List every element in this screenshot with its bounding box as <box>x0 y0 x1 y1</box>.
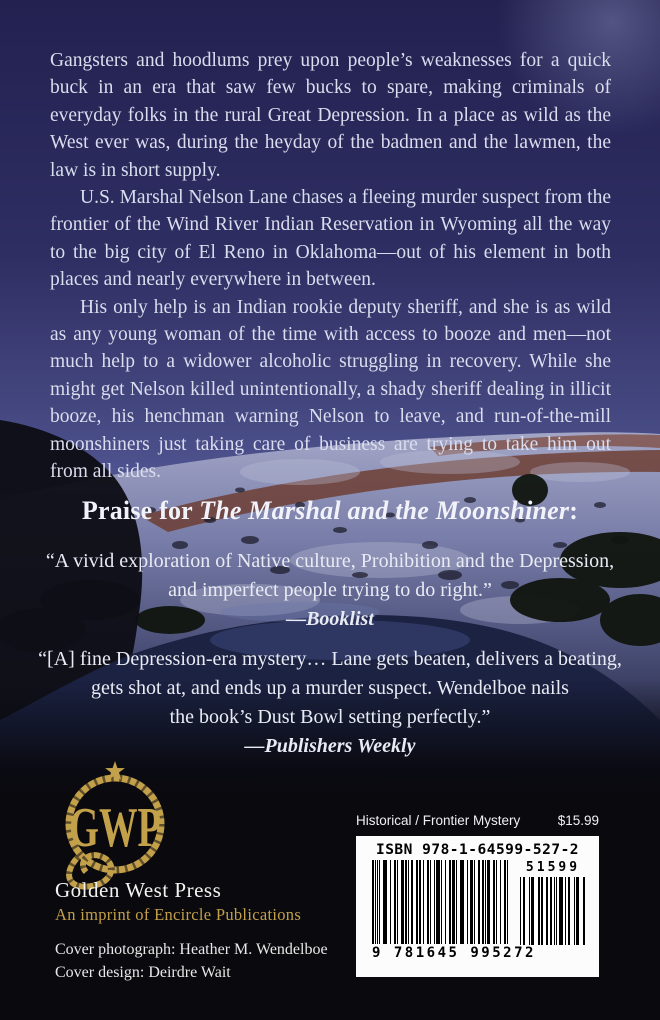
barcode-supplement <box>520 860 586 961</box>
quote-attribution: —Booklist <box>286 608 374 630</box>
category-price-row <box>356 813 599 828</box>
quote-line: “A vivid exploration of Native culture, Prohibition and the Depression, <box>45 550 615 572</box>
quote-line: gets shot at, and ends up a murder suspect. Wendelboe nails <box>91 677 569 699</box>
barcode-digits: 9 781645 995272 <box>372 945 536 961</box>
credit-photograph: Cover photograph: Heather M. Wendelboe <box>55 941 328 958</box>
isbn-number: ISBN 978-1-64599-527-2 <box>375 842 580 858</box>
quote-line: and imperfect people trying to do right.” <box>168 579 492 601</box>
synopsis-text <box>50 47 611 486</box>
credit-design: Cover design: Deirdre Wait <box>55 964 231 981</box>
barcode-bars <box>372 860 510 944</box>
synopsis-paragraph: U.S. Marshal Nelson Lane chases a fleeing murder suspect from the frontier of the Wind River Indian Reservation in Wyoming all the way to the big city of El Reno in Oklahoma—out of his element in both places and nearly everywhere in between. <box>50 187 611 291</box>
logo-monogram: GWP <box>69 797 161 859</box>
book-title: The Marshal and the Moonshiner <box>199 496 570 525</box>
review-quote-booklist <box>0 547 660 634</box>
synopsis-paragraph: His only help is an Indian rookie deputy sheriff, and she is as wild as any young woman of the time with access to booze and men—not much help to a widower alcoholic struggling in recovery. While she might get Nelson killed unintentionally, a shady sheriff dealing in illicit booze, his henchman warning Nelson to leave, and run-of-the-mill moonshiners just taking care of business are trying to take him out from all sides. <box>50 296 611 483</box>
barcode-main <box>372 860 536 961</box>
quote-line: “[A] fine Depression-era mystery… Lane gets beaten, delivers a beating, <box>38 648 622 670</box>
review-quote-publishers-weekly <box>0 645 660 761</box>
praise-heading <box>0 496 660 526</box>
quote-attribution: —Publishers Weekly <box>244 735 416 757</box>
publisher-imprint: An imprint of Encircle Publications <box>55 905 302 924</box>
genre-label: Historical / Frontier Mystery <box>356 813 521 828</box>
praise-heading-colon: : <box>569 496 579 525</box>
cover-credits <box>55 938 328 984</box>
isbn-barcode <box>356 836 599 977</box>
quote-line: the book’s Dust Bowl setting perfectly.” <box>169 706 491 728</box>
supplement-digits: 51599 <box>525 860 581 875</box>
praise-heading-prefix: Praise for <box>81 496 200 525</box>
supplement-bars <box>520 877 586 945</box>
synopsis-paragraph: Gangsters and hoodlums prey upon people’s weaknesses for a quick buck in an era that saw few bucks to spare, making criminals of everyday folks in the rural Great Depression. In a place as wild as the West ever was, during the heyday of the badmen and the lawmen, the law is in short supply. <box>50 50 611 181</box>
publisher-name: Golden West Press <box>55 878 222 902</box>
price-label: $15.99 <box>557 813 599 828</box>
